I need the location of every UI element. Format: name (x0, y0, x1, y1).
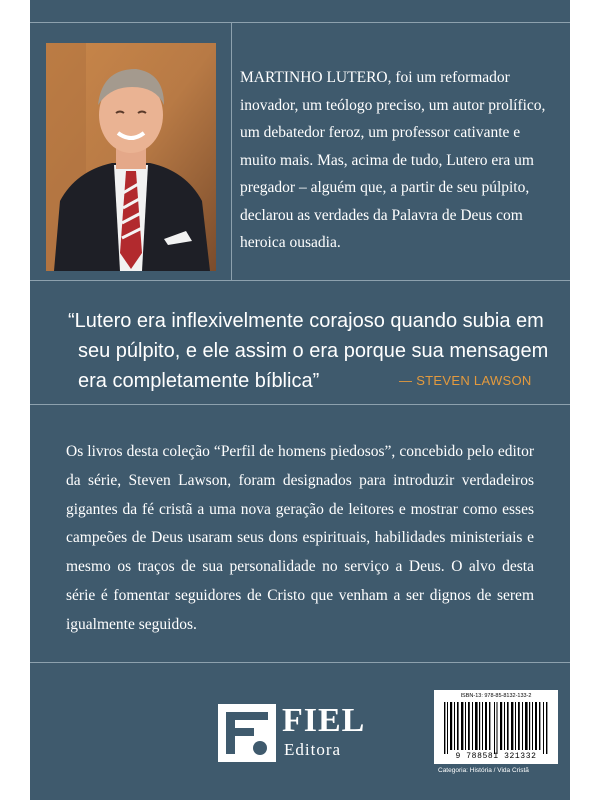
quote-attribution: — STEVEN LAWSON (399, 373, 532, 388)
bio-line: inovador, um teólogo preciso, um autor prolífico, (240, 96, 546, 114)
author-photo (46, 43, 216, 271)
fiel-logo-icon (218, 704, 276, 762)
barcode-bars-icon (434, 700, 558, 756)
divider-line (30, 280, 570, 281)
barcode (434, 690, 558, 764)
book-category: Categoria: História / Vida Cristã (438, 767, 529, 774)
bio-line: muito mais. Mas, acima de tudo, Lutero era um (240, 151, 534, 169)
divider-line-vertical (231, 22, 232, 280)
bio-line: MARTINHO LUTERO, foi um reformador (240, 69, 510, 86)
divider-line (30, 662, 570, 663)
author-bio (240, 64, 560, 257)
publisher-subtitle: Editora (284, 740, 342, 759)
quote-line: “Lutero era inflexivelmente corajoso quando subia em (68, 310, 544, 332)
series-description: Os livros desta coleção “Perfil de homens piedosos”, concebido pelo editor da série, Steven Lawson, foram designados para introduzir verdadeiros gigantes da fé cristã a uma nova geração de leitores e mostrar como esses campeões de Deus usaram seus dons espirituais, habilidades ministeriais e mesmo os traços de sua personalidade no serviço a Deus. O alvo desta série é fomentar seguidores de Cristo que venham a ser dignos de serem igualmente seguidos. (66, 443, 534, 633)
barcode-number: 9 788581 321332 (455, 752, 537, 761)
isbn-label: ISBN-13: 978-85-8132-133-2 (460, 693, 532, 699)
quote-line: seu púlpito, e ele assim o era porque sua mensagem (78, 340, 549, 362)
bio-line: declarou as verdades da Palavra de Deus com (240, 206, 523, 224)
back-cover (30, 0, 570, 800)
bio-line: heroica ousadia. (240, 234, 341, 251)
divider-line (30, 404, 570, 405)
divider-line (30, 22, 570, 23)
quote-line: era completamente bíblica” (78, 370, 320, 392)
bio-line: um debatedor feroz, um professor cativante e (240, 124, 521, 141)
publisher-logo (218, 700, 418, 770)
publisher-name: FIEL (282, 702, 366, 739)
bio-line: pregador – alguém que, a partir de seu púlpito, (240, 179, 530, 196)
